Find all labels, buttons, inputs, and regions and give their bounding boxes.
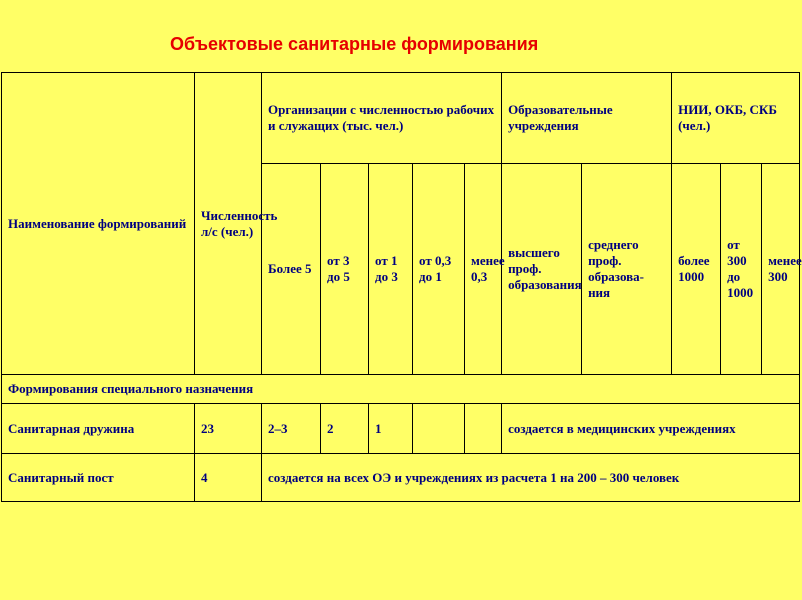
formations-table bbox=[1, 72, 800, 502]
header-org-3-to-5: от 3 до 5 bbox=[321, 164, 369, 375]
row-strength: 4 bbox=[195, 454, 262, 502]
row-note: создается на всех ОЭ и учреждениях из расчета 1 на 200 – 300 человек bbox=[262, 454, 800, 502]
header-org-less-0-3: менее 0,3 bbox=[465, 164, 502, 375]
row-cell-org-0-3-to-1 bbox=[413, 404, 465, 454]
row-strength: 23 bbox=[195, 404, 262, 454]
row-note: создается в медицинских учреждениях bbox=[502, 404, 800, 454]
row-cell-org-more-5: 2–3 bbox=[262, 404, 321, 454]
row-cell-org-3-to-5: 2 bbox=[321, 404, 369, 454]
row-name-sanitary-squad: Санитарная дружина bbox=[2, 404, 195, 454]
header-education-group: Образовательные учреждения bbox=[502, 73, 672, 164]
header-strength-column: Численность л/с (чел.) bbox=[195, 73, 262, 375]
header-org-0-3-to-1: от 0,3 до 1 bbox=[413, 164, 465, 375]
row-cell-org-1-to-3: 1 bbox=[369, 404, 413, 454]
row-name-sanitary-post: Санитарный пост bbox=[2, 454, 195, 502]
header-org-1-to-3: от 1 до 3 bbox=[369, 164, 413, 375]
section-title: Формирования специального назначения bbox=[2, 375, 800, 404]
header-edu-higher: высшего проф. образования bbox=[502, 164, 582, 375]
header-edu-secondary: среднего проф. образова-ния bbox=[582, 164, 672, 375]
table-row bbox=[2, 404, 800, 454]
header-row-groups bbox=[2, 73, 800, 164]
header-org-more-5: Более 5 bbox=[262, 164, 321, 375]
table-row bbox=[2, 454, 800, 502]
header-research-group: НИИ, ОКБ, СКБ (чел.) bbox=[672, 73, 800, 164]
header-nii-more-1000: более 1000 bbox=[672, 164, 721, 375]
row-cell-org-less-0-3 bbox=[465, 404, 502, 454]
header-nii-300-to-1000: от 300 до 1000 bbox=[721, 164, 762, 375]
header-nii-less-300: менее 300 bbox=[762, 164, 800, 375]
slide-title: Объектовые санитарные формирования bbox=[170, 34, 539, 54]
section-row bbox=[2, 375, 800, 404]
header-organizations-group: Организации с численностью рабочих и служащих (тыс. чел.) bbox=[262, 73, 502, 164]
header-name-column: Наименование формирований bbox=[2, 73, 195, 375]
